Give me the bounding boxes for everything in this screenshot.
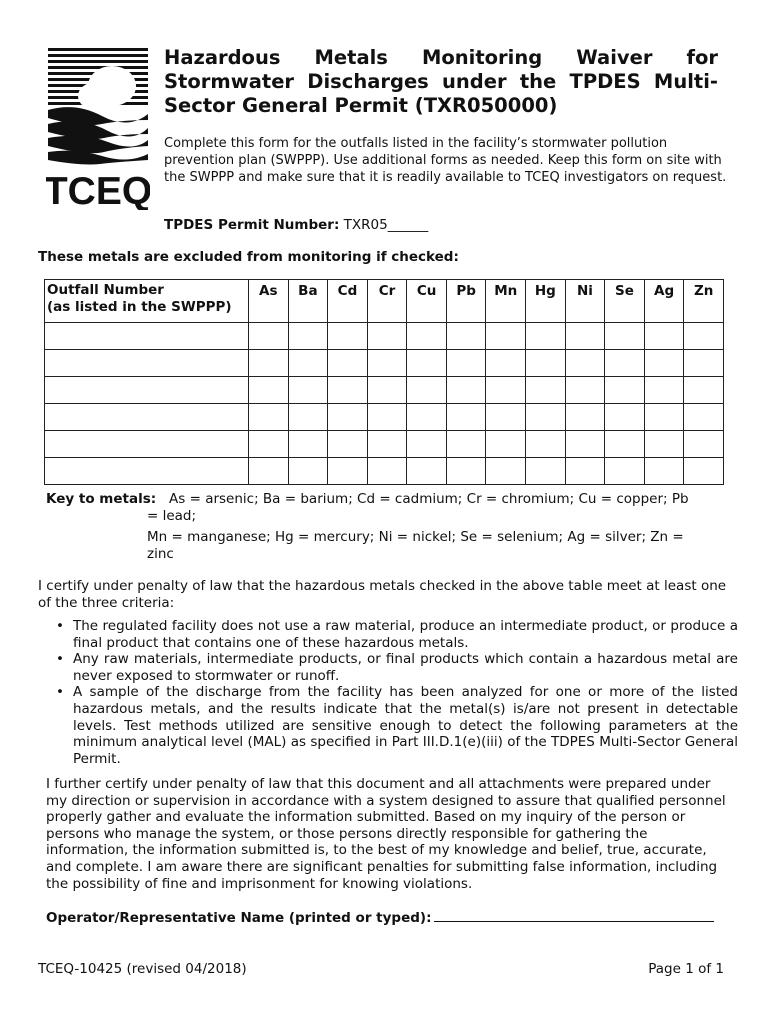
table-row [45,323,724,350]
metal-checkbox-cell[interactable] [684,377,724,404]
outfall-number-cell[interactable] [45,350,249,377]
metal-checkbox-cell[interactable] [486,404,526,431]
metal-checkbox-cell[interactable] [328,350,368,377]
metal-checkbox-cell[interactable] [407,458,447,485]
metal-header-zn: Zn [684,280,724,323]
metal-checkbox-cell[interactable] [446,377,486,404]
metals-table [44,279,724,485]
metal-checkbox-cell[interactable] [407,323,447,350]
criteria-text: The regulated facility does not use a raw material, produce an intermediate product, or produce a final product that contains one of these hazardous metals. [73,618,738,651]
metal-checkbox-cell[interactable] [407,350,447,377]
tceq-logo [46,44,150,210]
key-label: Key to metals: [46,491,157,507]
metal-checkbox-cell[interactable] [565,404,605,431]
operator-name-row [46,907,714,926]
metal-checkbox-cell[interactable] [367,350,407,377]
metal-checkbox-cell[interactable] [486,377,526,404]
metal-checkbox-cell[interactable] [605,431,645,458]
metal-checkbox-cell[interactable] [486,458,526,485]
intro-paragraph: Complete this form for the outfalls listed in the facility’s stormwater pollution prevention plan (SWPPP). Use additional forms as needed. Keep this form on site with the SWPPP and make sure that it is readily available to TCEQ investigators on request. [164,136,727,185]
page-number: Page 1 of 1 [648,961,724,977]
table-row [45,350,724,377]
criteria-list [52,618,738,767]
metal-checkbox-cell[interactable] [526,323,566,350]
metal-header-ba: Ba [288,280,328,323]
metal-checkbox-cell[interactable] [446,404,486,431]
table-row [45,458,724,485]
bullet-icon: • [56,684,64,701]
key-line1-cont: = lead; [147,508,197,524]
metal-header-cd: Cd [328,280,368,323]
permit-number-label: TPDES Permit Number: [164,217,340,233]
metal-checkbox-cell[interactable] [526,431,566,458]
outfall-number-cell[interactable] [45,323,249,350]
metal-checkbox-cell[interactable] [684,458,724,485]
metal-checkbox-cell[interactable] [446,350,486,377]
metal-checkbox-cell[interactable] [486,431,526,458]
metal-checkbox-cell[interactable] [249,350,289,377]
outfall-header [45,280,249,323]
outfall-number-cell[interactable] [45,377,249,404]
metal-checkbox-cell[interactable] [367,377,407,404]
metal-checkbox-cell[interactable] [288,377,328,404]
metal-checkbox-cell[interactable] [249,323,289,350]
table-row [45,404,724,431]
metal-header-ag: Ag [644,280,684,323]
metal-checkbox-cell[interactable] [328,323,368,350]
metal-checkbox-cell[interactable] [328,377,368,404]
metal-checkbox-cell[interactable] [407,404,447,431]
metal-checkbox-cell[interactable] [565,431,605,458]
metal-checkbox-cell[interactable] [486,323,526,350]
metal-checkbox-cell[interactable] [644,458,684,485]
key-line1: As = arsenic; Ba = barium; Cd = cadmium; Cr = chromium; Cu = copper; Pb [169,491,689,507]
metal-header-hg: Hg [526,280,566,323]
operator-name-field[interactable] [434,907,714,922]
key-line2-cont: zinc [147,546,174,562]
metal-checkbox-cell[interactable] [328,458,368,485]
criteria-text: Any raw materials, intermediate products, or final products which contain a hazardous metal are never exposed to stormwater or runoff. [73,651,738,684]
metal-checkbox-cell[interactable] [446,431,486,458]
metal-checkbox-cell[interactable] [446,458,486,485]
permit-number-field[interactable]: TXR05______ [343,217,429,233]
metal-checkbox-cell[interactable] [565,377,605,404]
permit-number-row [164,217,428,233]
metals-table-header-row [45,280,724,323]
metal-checkbox-cell[interactable] [288,323,328,350]
metal-checkbox-cell[interactable] [407,431,447,458]
metal-checkbox-cell[interactable] [565,323,605,350]
metal-checkbox-cell[interactable] [249,431,289,458]
metal-checkbox-cell[interactable] [249,404,289,431]
metal-checkbox-cell[interactable] [644,377,684,404]
metal-header-se: Se [605,280,645,323]
operator-name-label: Operator/Representative Name (printed or typed): [46,910,432,926]
outfall-number-cell[interactable] [45,431,249,458]
table-row [45,431,724,458]
table-row [45,377,724,404]
certify-statement: I certify under penalty of law that the hazardous metals checked in the above table meet at least one of the three criteria: [38,578,727,611]
metal-checkbox-cell[interactable] [605,323,645,350]
metals-key [46,491,726,563]
metal-checkbox-cell[interactable] [605,458,645,485]
metal-checkbox-cell[interactable] [486,350,526,377]
metal-checkbox-cell[interactable] [605,377,645,404]
metal-checkbox-cell[interactable] [367,404,407,431]
criteria-item [52,618,738,651]
metal-checkbox-cell[interactable] [565,458,605,485]
form-id: TCEQ-10425 (revised 04/2018) [38,961,247,977]
metal-checkbox-cell[interactable] [526,404,566,431]
metal-checkbox-cell[interactable] [367,323,407,350]
metal-checkbox-cell[interactable] [684,431,724,458]
metal-header-as: As [249,280,289,323]
tceq-logo-graphic [46,44,150,210]
criteria-item [52,651,738,684]
metal-checkbox-cell[interactable] [605,350,645,377]
metal-header-cr: Cr [367,280,407,323]
metal-checkbox-cell[interactable] [644,350,684,377]
criteria-text: A sample of the discharge from the facility has been analyzed for one or more of the listed hazardous metals, and the results indicate that the metal(s) is/are not present in detectable levels. Test methods utilized are sensitive enough to detect the following parameters at the minimum analytical level (MAL) as specified in Part III.D.1(e)(iii) of the TDPES Multi-Sector General Permit. [73,684,738,767]
metal-checkbox-cell[interactable] [249,458,289,485]
page-title: Hazardous Metals Monitoring Waiver for Stormwater Discharges under the TPDES Multi-Sector General Permit (TXR050000) [164,46,718,117]
metal-checkbox-cell[interactable] [644,431,684,458]
metals-table-body [45,323,724,485]
metal-checkbox-cell[interactable] [684,350,724,377]
metal-checkbox-cell[interactable] [644,323,684,350]
metal-checkbox-cell[interactable] [526,350,566,377]
metal-checkbox-cell[interactable] [367,458,407,485]
metal-header-cu: Cu [407,280,447,323]
metal-checkbox-cell[interactable] [328,404,368,431]
bullet-icon: • [56,651,64,668]
metal-checkbox-cell[interactable] [684,323,724,350]
metal-checkbox-cell[interactable] [328,431,368,458]
excluded-heading: These metals are excluded from monitoring if checked: [38,249,459,265]
outfall-number-cell[interactable] [45,404,249,431]
metal-header-ni: Ni [565,280,605,323]
logo-text: TCEQ [46,170,150,210]
key-line2: Mn = manganese; Hg = mercury; Ni = nickel; Se = selenium; Ag = silver; Zn = [147,529,684,545]
metal-checkbox-cell[interactable] [605,404,645,431]
metal-header-mn: Mn [486,280,526,323]
metal-checkbox-cell[interactable] [249,377,289,404]
metal-checkbox-cell[interactable] [407,377,447,404]
outfall-number-cell[interactable] [45,458,249,485]
metal-checkbox-cell[interactable] [565,350,605,377]
further-certification: I further certify under penalty of law that this document and all attachments were prepared under my direction or supervision in accordance with a system designed to assure that qualified personnel properly gather and evaluate the information submitted. Based on my inquiry of the person or persons who manage the system, or those persons directly responsible for gathering the information, the information submitted is, to the best of my knowledge and belief, true, accurate, and complete. I am aware there are significant penalties for submitting false information, including the possibility of fine and imprisonment for knowing violations. [46,776,726,892]
metal-checkbox-cell[interactable] [288,350,328,377]
metal-checkbox-cell[interactable] [644,404,684,431]
metal-checkbox-cell[interactable] [446,323,486,350]
metal-checkbox-cell[interactable] [526,458,566,485]
criteria-item [52,684,738,767]
metal-header-pb: Pb [446,280,486,323]
outfall-header-line2: (as listed in the SWPPP) [47,299,232,315]
metal-checkbox-cell[interactable] [288,458,328,485]
metal-checkbox-cell[interactable] [684,404,724,431]
metal-checkbox-cell[interactable] [367,431,407,458]
metal-checkbox-cell[interactable] [526,377,566,404]
metal-checkbox-cell[interactable] [288,431,328,458]
outfall-header-line1: Outfall Number [47,282,164,298]
metal-checkbox-cell[interactable] [288,404,328,431]
bullet-icon: • [56,618,64,634]
